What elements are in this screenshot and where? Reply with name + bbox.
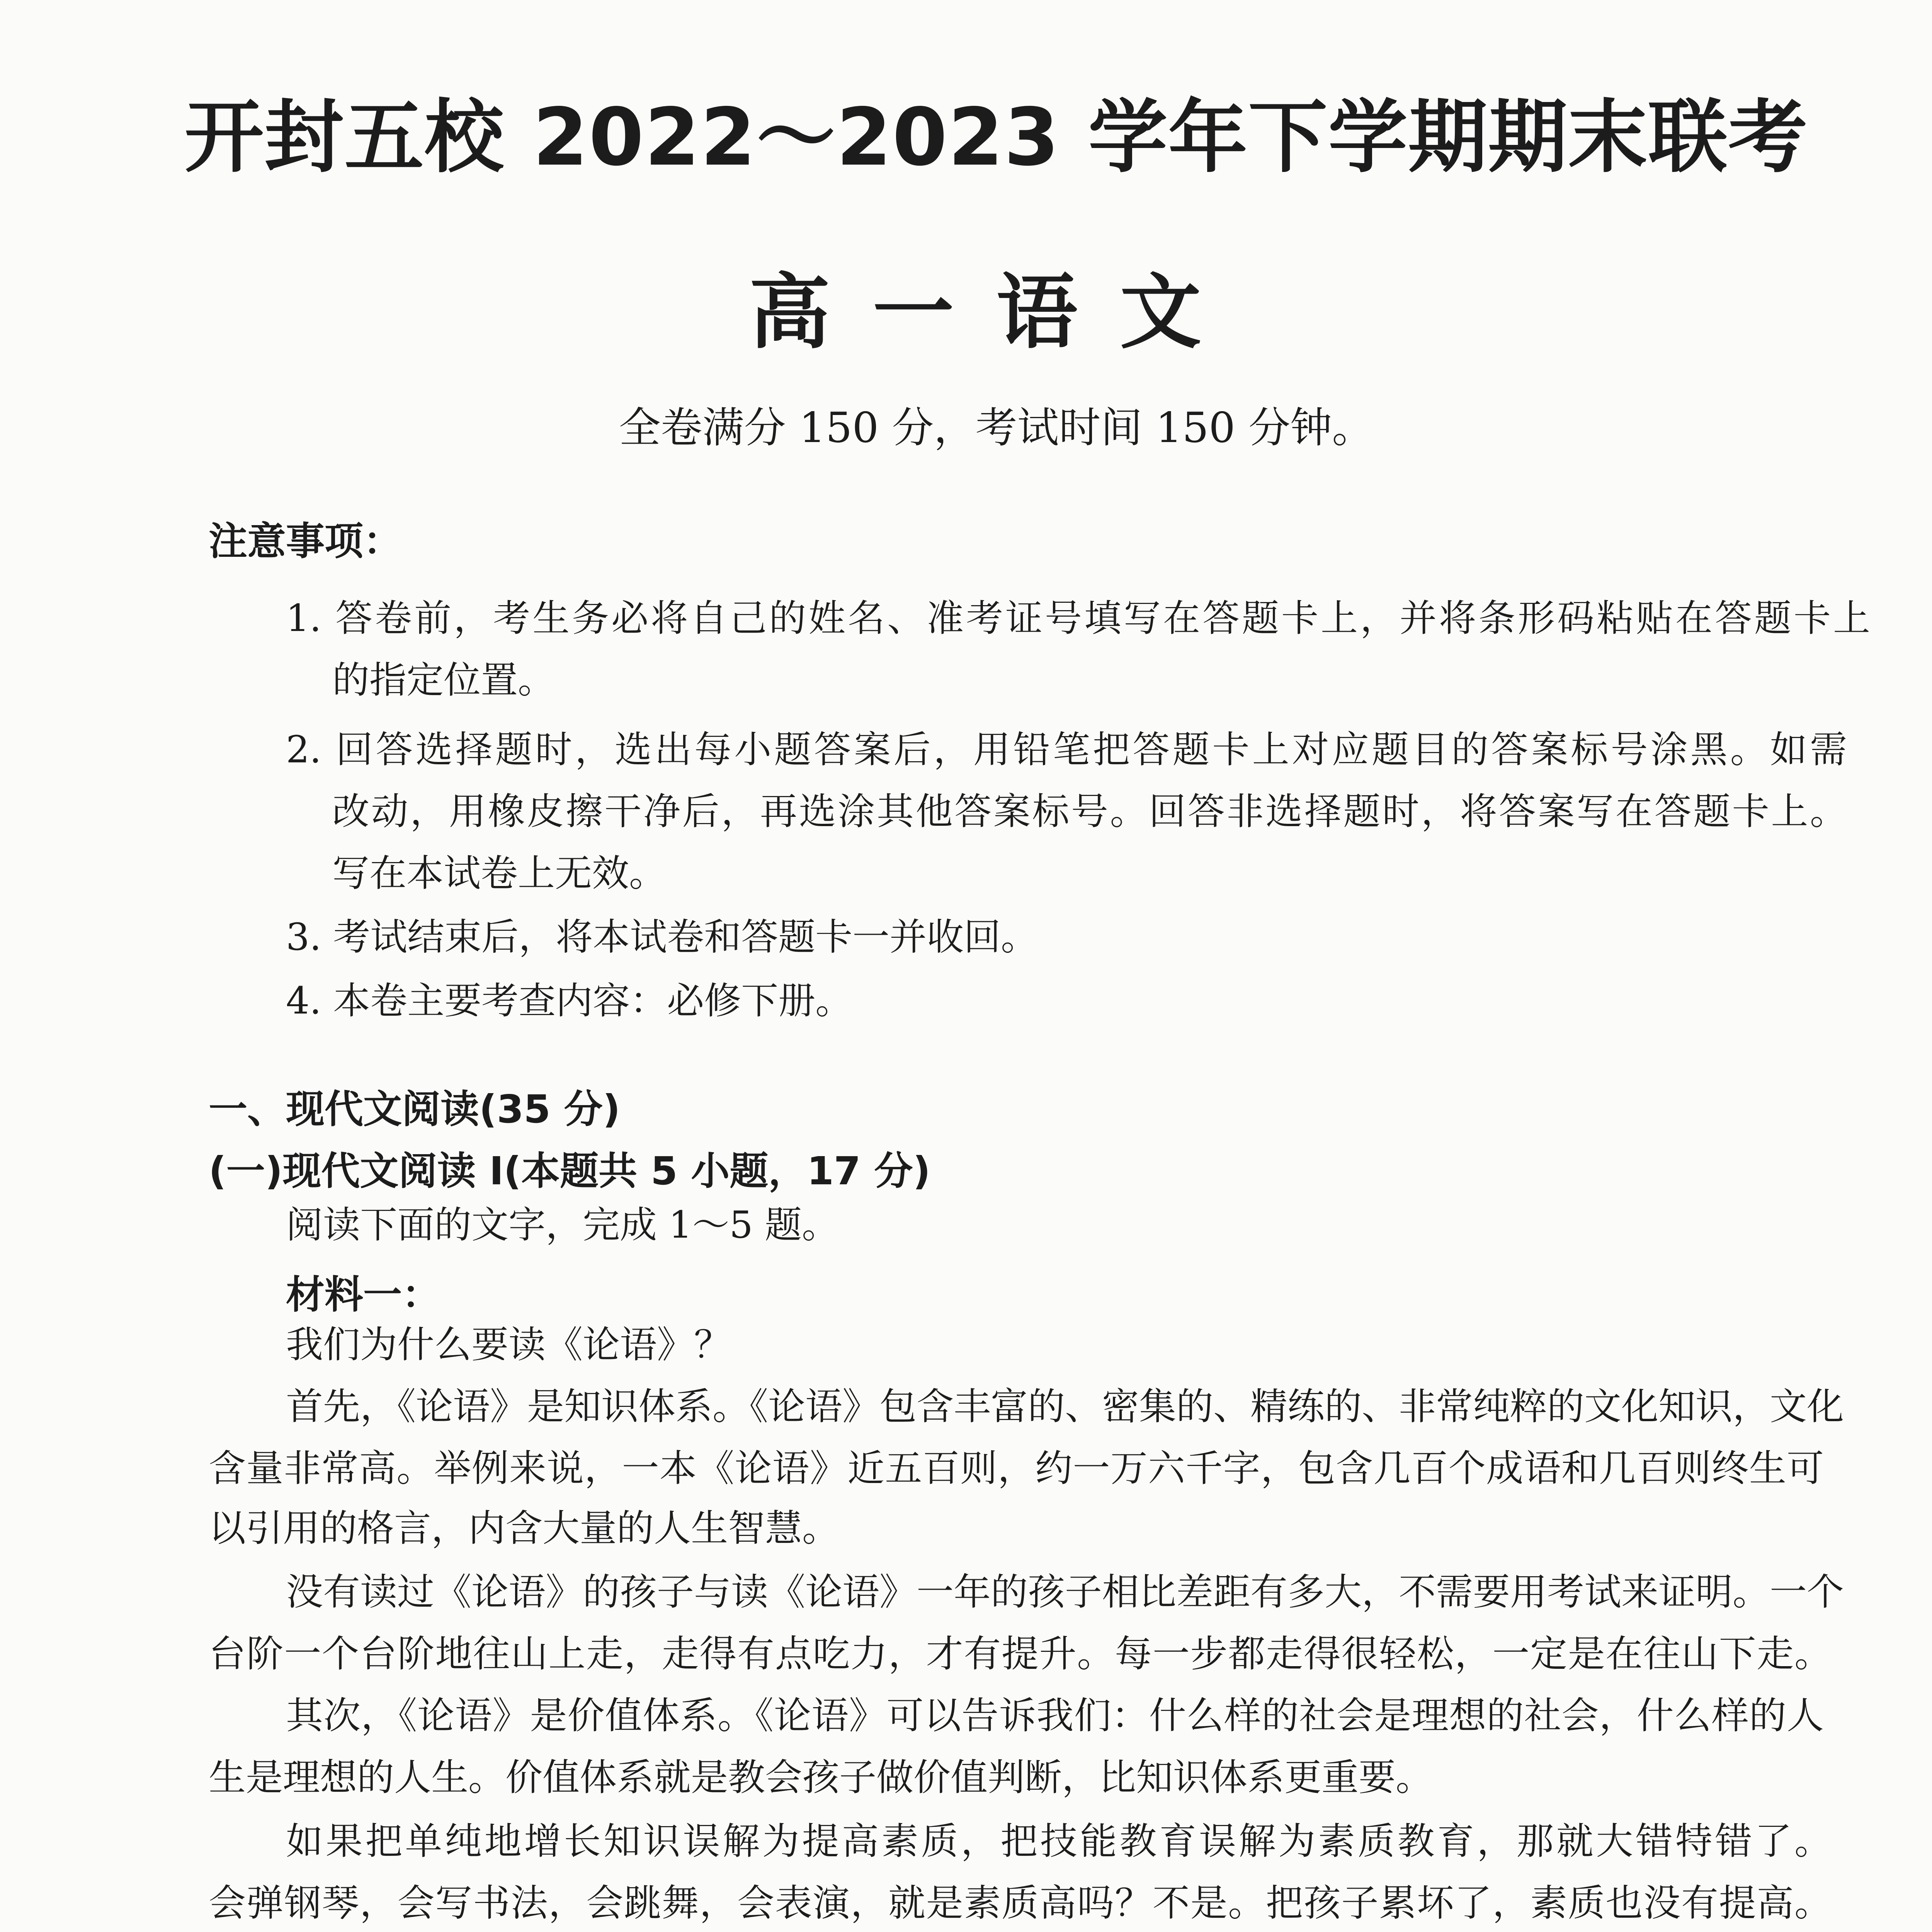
note-line: 3. 考试结束后，将本试卷和答题卡一并收回。 (286, 915, 1038, 959)
paragraph-line: 生是理想的人生。价值体系就是教会孩子做价值判断，比知识体系更重要。 (209, 1756, 1433, 1799)
paragraph-line: 首先，《论语》是知识体系。《论语》包含丰富的、密集的、精练的、非常纯粹的文化知识，文化 (286, 1385, 1844, 1428)
paragraph-line: 没有读过《论语》的孩子与读《论语》一年的孩子相比差距有多大，不需要用考试来证明。一个 (286, 1570, 1844, 1614)
subsection-heading: (一)现代文阅读 Ⅰ(本题共 5 小题，17 分) (209, 1148, 931, 1194)
notes-heading: 注意事项： (209, 519, 402, 564)
paragraph-line: 我们为什么要读《论语》？ (286, 1323, 731, 1366)
full-score-note: 全卷满分 150 分，考试时间 150 分钟。 (619, 404, 1374, 452)
paragraph-line: 以引用的格言，内含大量的人生智慧。 (209, 1507, 839, 1550)
material-one-label: 材料一： (286, 1272, 440, 1317)
paragraph-line: 如果把单纯地增长知识误解为提高素质，把技能教育误解为素质教育，那就大错特错了。 (286, 1820, 1832, 1863)
note-line: 的指定位置。 (332, 658, 555, 702)
subject-title: 高一语文 (749, 265, 1244, 360)
section-heading: 一、现代文阅读(35 分) (209, 1087, 621, 1132)
paragraph-line: 台阶一个台阶地往山上走，走得有点吃力，才有提升。每一步都走得很轻松，一定是在往山下走。 (209, 1632, 1832, 1675)
note-line: 写在本试卷上无效。 (332, 852, 666, 895)
exam-title: 开封五校 2022～2023 学年下学期期末联考 (184, 92, 1808, 184)
note-line: 2. 回答选择题时，选出每小题答案后，用铅笔把答题卡上对应题目的答案标号涂黑。如需 (286, 728, 1847, 771)
paragraph-line: 含量非常高。举例来说，一本《论语》近五百则，约一万六千字，包含几百个成语和几百则终生可 (209, 1447, 1824, 1490)
reading-instruction: 阅读下面的文字，完成 1～5 题。 (286, 1203, 839, 1247)
paragraph-line: 会弹钢琴，会写书法，会跳舞，会表演，就是素质高吗？不是。把孩子累坏了，素质也没有提高。 (209, 1881, 1832, 1925)
note-line: 改动，用橡皮擦干净后，再选涂其他答案标号。回答非选择题时，将答案写在答题卡上。 (332, 790, 1847, 833)
note-line: 1. 答卷前，考生务必将自己的姓名、准考证号填写在答题卡上，并将条形码粘贴在答题卡上 (286, 597, 1870, 640)
note-line: 4. 本卷主要考查内容：必修下册。 (286, 979, 853, 1022)
paragraph-line: 其次，《论语》是价值体系。《论语》可以告诉我们：什么样的社会是理想的社会，什么样的人 (286, 1694, 1824, 1737)
